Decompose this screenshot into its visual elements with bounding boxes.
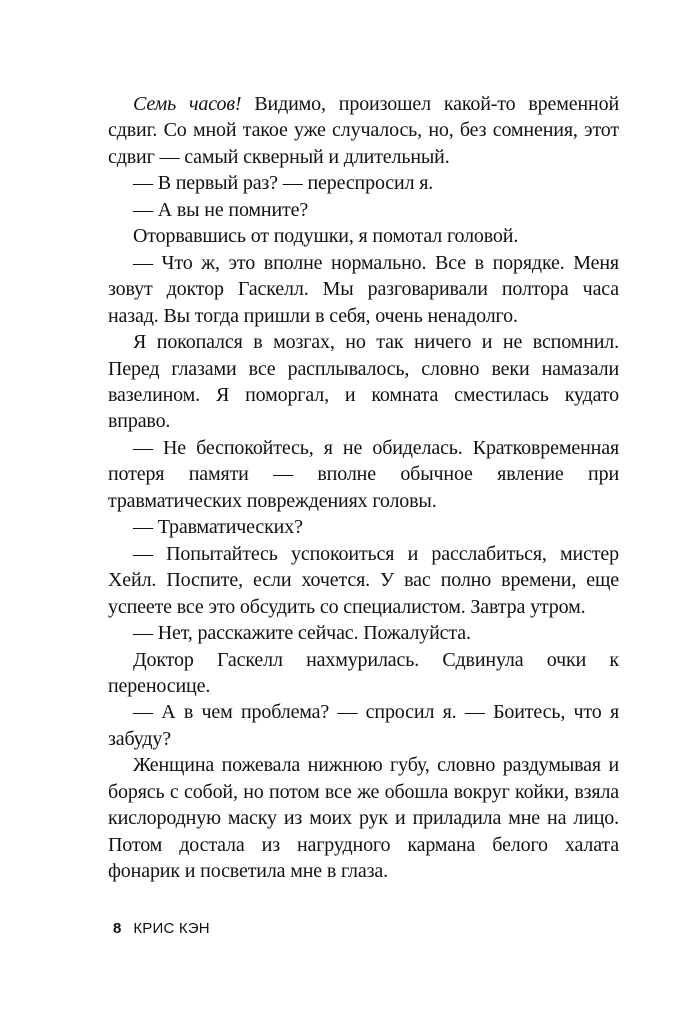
paragraph	[108, 197, 619, 223]
body-text	[108, 91, 619, 885]
paragraph-text: Видимо, произошел какой-то временной сдвиг. Со мной такое уже случалось, но, без сомнения, этот сдвиг — самый скверный и длительный.	[108, 93, 619, 168]
paragraph	[108, 752, 619, 884]
paragraph-text: — Нет, расскажите сейчас. Пожалуйста.	[133, 622, 471, 645]
page-content	[108, 91, 619, 885]
paragraph-text: — Что ж, это вполне нормально. Все в порядке. Меня зовут доктор Гаскелл. Мы разговаривали полтора часа назад. Вы тогда пришли в себя, очень ненадолго.	[108, 251, 619, 327]
page-number: 8	[113, 920, 122, 937]
paragraph-text: — В первый раз? — переспросил я.	[133, 172, 434, 195]
paragraph	[108, 699, 619, 752]
paragraph-text: — Не беспокойтесь, я не обиделась. Кратковременная потеря памяти — вполне обычное явление при травматических повреждениях головы.	[108, 436, 619, 512]
paragraph	[108, 647, 619, 700]
paragraph-text: — Травматических?	[133, 516, 303, 539]
paragraph	[108, 170, 619, 196]
paragraph	[108, 250, 619, 329]
paragraph-text: — А в чем проблема? — спросил я. — Боитесь, что я забуду?	[108, 701, 619, 750]
paragraph-text: Женщина пожевала нижнюю губу, словно раздумывая и борясь с собой, но потом все же обошла вокруг койки, взяла кислородную маску из моих рук и приладила мне на лицо. Потом достала из нагрудного кармана белого халата фонарик и посветила мне в глаза.	[108, 754, 619, 883]
paragraph	[108, 620, 619, 646]
paragraph	[108, 541, 619, 620]
paragraph	[108, 435, 619, 514]
paragraph-text: — А вы не помните?	[133, 198, 309, 221]
paragraph	[108, 91, 619, 170]
page-footer	[113, 919, 210, 939]
paragraph-lead: Семь часов!	[133, 93, 242, 115]
paragraph-text: Доктор Гаскелл нахмурилась. Сдвинула очки к переносице.	[108, 648, 619, 697]
paragraph-text: — Попытайтесь успокоиться и расслабиться, мистер Хейл. Поспите, если хочется. У вас полно времени, еще успеете все это обсудить со специалистом. Завтра утром.	[108, 542, 619, 618]
paragraph	[108, 329, 619, 435]
paragraph	[108, 514, 619, 540]
paragraph-text: Оторвавшись от подушки, я помотал головой.	[133, 225, 519, 248]
paragraph	[108, 223, 619, 249]
running-head-author: КРИС КЭН	[133, 920, 210, 937]
paragraph-text: Я покопался в мозгах, но так ничего и не вспомнил. Перед глазами все расплывалось, словно веки намазали вазелином. Я поморгал, и комната сместилась кудато вправо.	[108, 331, 619, 433]
